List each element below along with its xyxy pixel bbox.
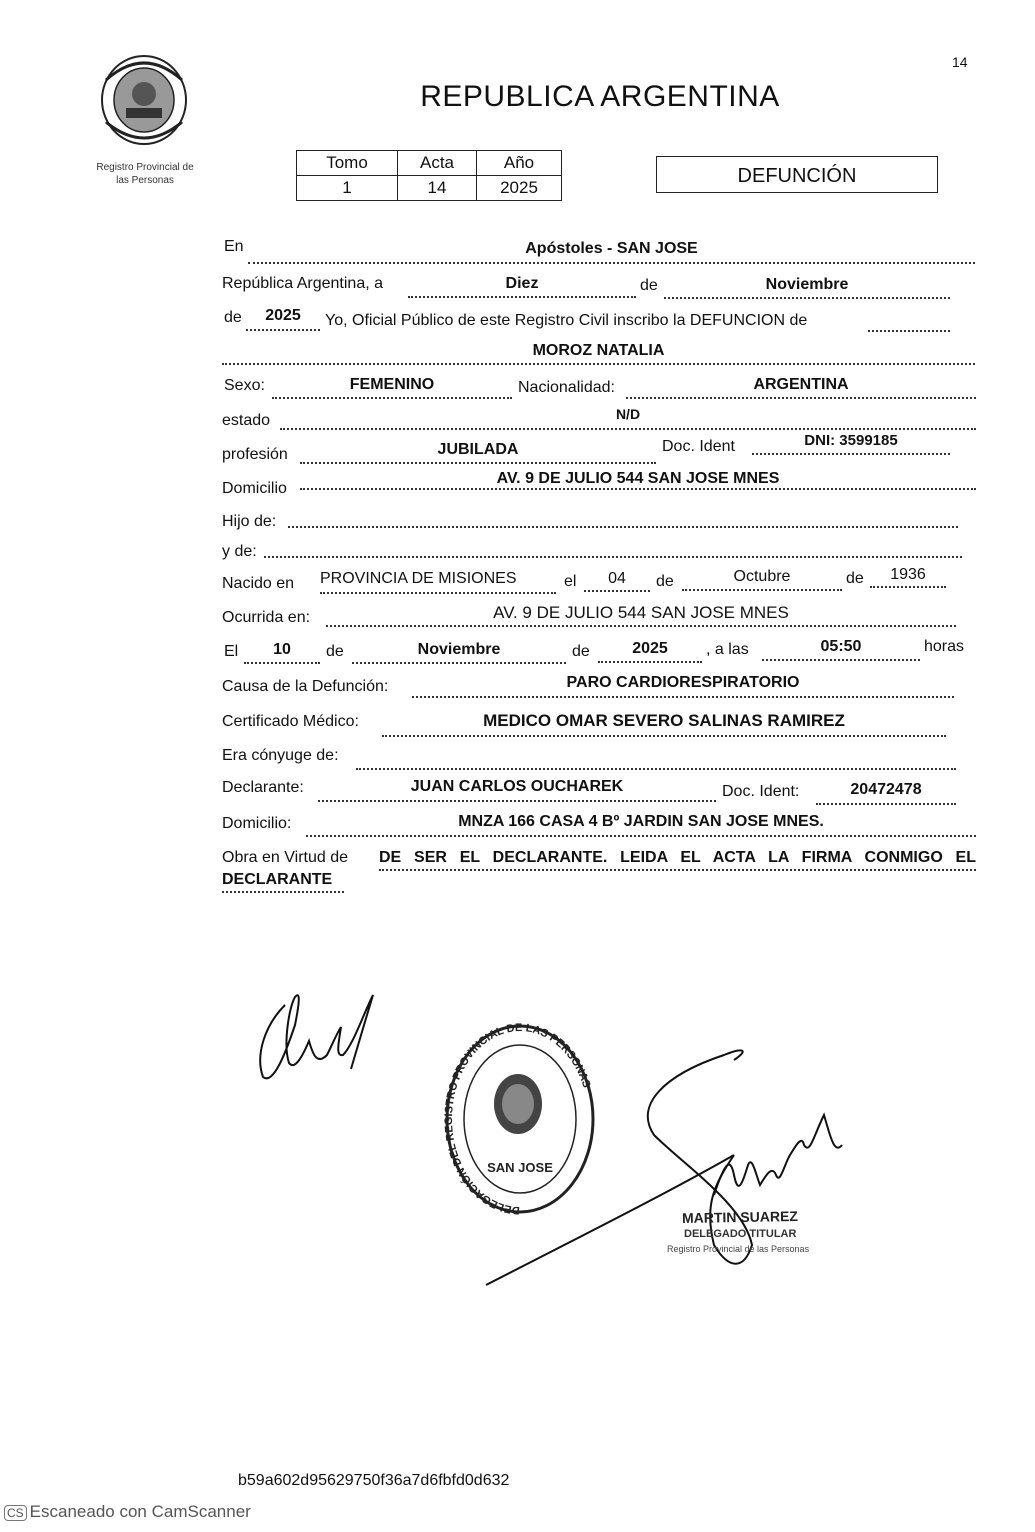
acta-value: 14: [398, 176, 477, 201]
label-horas: horas: [924, 638, 965, 655]
nacido-en-field: PROVINCIA DE MISIONES: [320, 570, 556, 594]
label-domicilio-2: Domicilio:: [222, 815, 292, 832]
camscanner-icon: CS: [4, 1505, 27, 1521]
document-hash: b59a602d95629750f36a7d6fbfd0d632: [238, 1472, 510, 1489]
label-profesion: profesión: [222, 446, 288, 463]
label-hijo-de: Hijo de:: [222, 513, 277, 530]
stamp-ring-text: DELEGACIÓN DEL REGISTRO PROVINCIAL DE LAS PERSONAS: [443, 1022, 593, 1217]
hijo-de-field: [288, 506, 958, 528]
page-number: 14: [952, 54, 968, 70]
label-de-3: de: [846, 570, 864, 587]
dni-field: DNI: 3599185: [752, 432, 950, 455]
label-de-year: de: [224, 309, 242, 326]
y-de-field: [264, 536, 962, 558]
tomo-value: 1: [297, 176, 398, 201]
official-role: DELEGADO TITULAR: [684, 1228, 797, 1240]
dia-texto-field: Diez: [408, 275, 636, 298]
acta-header: Acta: [398, 151, 477, 176]
declarant-signature-icon: [255, 985, 380, 1085]
fall-mes-field: Noviembre: [352, 641, 566, 664]
document-title: REPUBLICA ARGENTINA: [420, 80, 780, 113]
label-y-de: y de:: [222, 543, 257, 560]
label-el: el: [564, 573, 577, 590]
conyuge-field: [356, 748, 956, 770]
sexo-field: FEMENINO: [272, 376, 512, 399]
official-org: Registro Provincial de las Personas: [667, 1244, 810, 1254]
nac-dia-field: 04: [584, 570, 650, 592]
nac-mes-field: Octubre: [682, 568, 842, 591]
tipo-acta-box: DEFUNCIÓN: [656, 156, 938, 193]
declarante-domicilio-field: MNZA 166 CASA 4 Bº JARDIN SAN JOSE MNES.: [306, 813, 976, 837]
label-nacido-en: Nacido en: [222, 575, 295, 592]
causa-field: PARO CARDIORESPIRATORIO: [412, 674, 954, 698]
label-domicilio: Domicilio: [222, 480, 287, 497]
anio-header: Año: [477, 151, 562, 176]
official-name: MARTIN SUAREZ: [681, 1207, 799, 1227]
label-certificado: Certificado Médico:: [222, 713, 359, 730]
label-doc-ident: Doc. Ident: [662, 438, 735, 455]
mes-texto-field: Noviembre: [664, 276, 950, 299]
estado-field: N/D: [280, 406, 976, 430]
stamp-center-text: SAN JOSE: [487, 1160, 553, 1175]
certificado-field: MEDICO OMAR SEVERO SALINAS RAMIREZ: [382, 711, 946, 737]
declarante-field: JUAN CARLOS OUCHAREK: [318, 778, 716, 802]
camscanner-watermark: [4, 1502, 251, 1522]
obra-line-2: DECLARANTE: [222, 871, 344, 893]
ocurrida-en-field: AV. 9 DE JULIO 544 SAN JOSE MNES: [326, 603, 956, 627]
label-conyuge: Era cónyuge de:: [222, 747, 339, 764]
label-sexo: Sexo:: [224, 377, 265, 394]
nacionalidad-field: ARGENTINA: [626, 376, 976, 399]
declarante-doc-field: 20472478: [816, 781, 956, 805]
label-de-5: de: [572, 643, 590, 660]
label-de: de: [640, 277, 658, 294]
label-de-4: de: [326, 643, 344, 660]
label-en: En: [224, 238, 244, 255]
obra-line-1: DE SER EL DECLARANTE. LEIDA EL ACTA LA FIRMA CONMIGO EL: [379, 849, 976, 871]
tomo-header: Tomo: [297, 151, 398, 176]
label-estado: estado: [222, 412, 271, 429]
label-republica: República Argentina, a: [222, 275, 383, 292]
nac-anio-field: 1936: [870, 566, 946, 588]
label-obra: Obra en Virtud de: [222, 849, 349, 866]
hora-field: 05:50: [762, 638, 920, 661]
inscribo-blank: [868, 312, 950, 332]
anio-field: 2025: [246, 307, 320, 331]
label-causa: Causa de la Defunción:: [222, 678, 389, 695]
anio-value: 2025: [477, 176, 562, 201]
fall-anio-field: 2025: [598, 640, 702, 663]
label-declarante: Declarante:: [222, 779, 304, 796]
camscanner-text: Escaneado con CamScanner: [29, 1502, 251, 1521]
lugar-field: Apóstoles - SAN JOSE: [248, 240, 975, 264]
label-ocurrida-en: Ocurrida en:: [222, 609, 311, 626]
label-nacionalidad: Nacionalidad:: [518, 379, 615, 396]
profesion-field: JUBILADA: [300, 441, 656, 464]
label-de-2: de: [656, 573, 674, 590]
label-doc-ident-2: Doc. Ident:: [722, 783, 800, 800]
label-el-cap: El: [224, 643, 239, 660]
domicilio-field: AV. 9 DE JULIO 544 SAN JOSE MNES: [300, 470, 976, 490]
acta-table: [296, 150, 562, 201]
label-a-las: , a las: [706, 641, 749, 658]
label-inscribo: Yo, Oficial Público de este Registro Civil inscribo la DEFUNCION de: [325, 312, 808, 329]
nombre-field: MOROZ NATALIA: [222, 342, 975, 365]
registry-name: Registro Provincial de las Personas: [96, 162, 194, 186]
fall-dia-field: 10: [244, 641, 320, 664]
